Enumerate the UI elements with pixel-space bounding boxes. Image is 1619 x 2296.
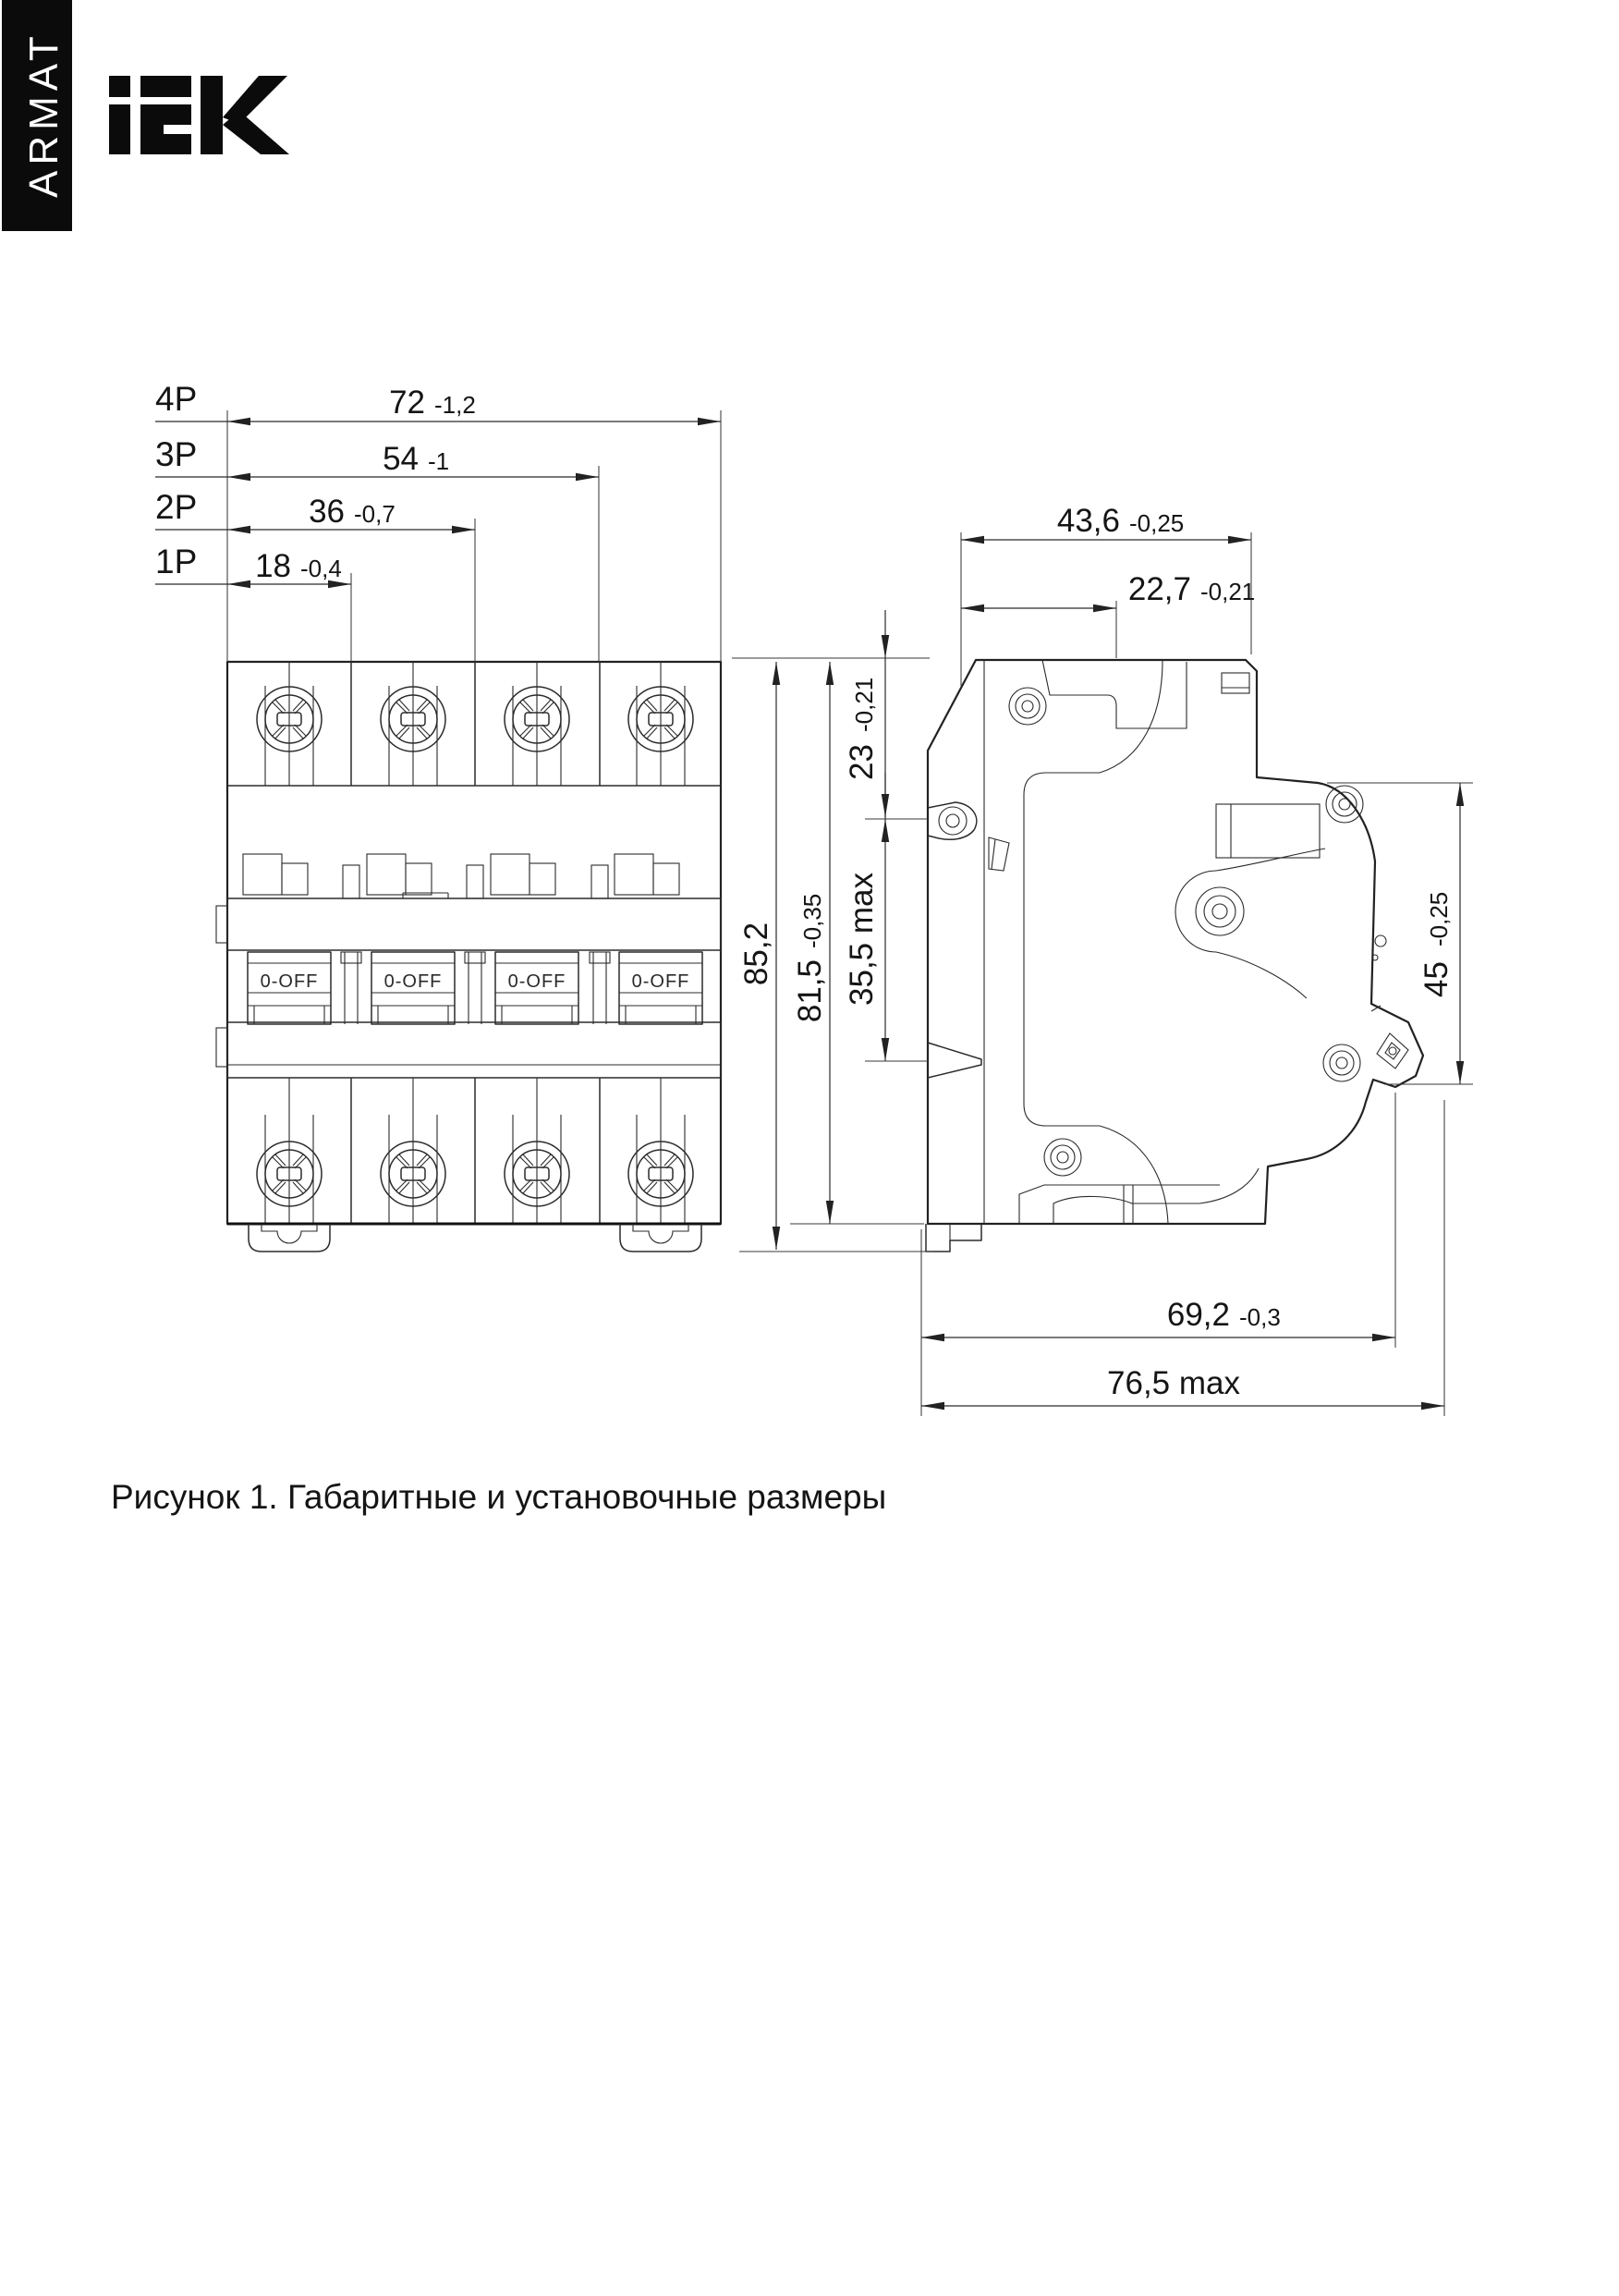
dim-housing-height-value: 81,5 bbox=[792, 959, 828, 1023]
dim-handle-recess-tol: -0,21 bbox=[1200, 578, 1256, 605]
dim-overall-depth bbox=[1107, 1365, 1240, 1401]
dim-width-3p-tol: -1 bbox=[428, 447, 450, 475]
front-dimensions bbox=[155, 380, 721, 662]
dim-width-3p-value: 54 bbox=[383, 441, 419, 477]
dim-width-4p-value: 72 bbox=[389, 385, 425, 421]
brand-header bbox=[2, 0, 289, 231]
dim-front-panel-tol: -0,25 bbox=[1425, 891, 1453, 946]
dim-handle-recess bbox=[1128, 571, 1255, 607]
dim-width-1p bbox=[255, 548, 342, 584]
dim-width-4p bbox=[389, 385, 476, 421]
dim-rail-zone bbox=[844, 873, 880, 1006]
dim-width-2p-value: 36 bbox=[309, 494, 345, 530]
dim-top-width bbox=[1057, 503, 1184, 539]
dim-top-width-value: 43,6 bbox=[1056, 503, 1120, 539]
dim-top-width-tol: -0,25 bbox=[1129, 509, 1185, 537]
figure-caption: Рисунок 1. Габаритные и установочные размеры bbox=[111, 1478, 887, 1516]
dim-top-to-rail bbox=[844, 678, 880, 780]
front-top-section bbox=[257, 662, 693, 786]
side-dimensions bbox=[732, 503, 1473, 1416]
iek-logo bbox=[109, 76, 289, 154]
dim-depth-tol: -0,3 bbox=[1239, 1303, 1281, 1331]
dim-top-to-rail-tol: -0,21 bbox=[850, 677, 878, 732]
dim-depth bbox=[1167, 1297, 1281, 1333]
dim-front-panel bbox=[1418, 892, 1455, 997]
toggle-label-3: 0-OFF bbox=[507, 971, 566, 992]
front-view-drawing bbox=[155, 380, 721, 1252]
side-toggle-lever bbox=[1371, 1006, 1408, 1069]
pole-label-2p: 2P bbox=[155, 488, 198, 526]
dim-handle-recess-value: 22,7 bbox=[1127, 571, 1191, 607]
dim-width-4p-tol: -1,2 bbox=[434, 391, 476, 419]
side-din-rail-details bbox=[926, 660, 1009, 1252]
front-bottom-section bbox=[227, 1078, 721, 1252]
dim-overall-height bbox=[738, 922, 774, 985]
pole-label-1p: 1P bbox=[155, 543, 198, 580]
dim-overall-height-value: 85,2 bbox=[738, 922, 774, 986]
pole-label-4p: 4P bbox=[155, 380, 198, 418]
dim-width-1p-value: 18 bbox=[255, 548, 291, 584]
rivet-icon bbox=[1009, 688, 1363, 1176]
front-toggles bbox=[248, 952, 702, 1024]
dim-overall-depth-value: 76,5 max bbox=[1107, 1365, 1240, 1401]
side-body-outline bbox=[928, 660, 1423, 1224]
dim-width-2p-tol: -0,7 bbox=[354, 500, 396, 528]
dim-rail-zone-value: 35,5 max bbox=[844, 873, 880, 1006]
side-internal-details bbox=[1009, 660, 1408, 1224]
toggle-label-1: 0-OFF bbox=[260, 971, 319, 992]
dim-top-to-rail-value: 23 bbox=[844, 744, 880, 780]
dim-width-1p-tol: -0,4 bbox=[300, 555, 342, 582]
front-rail-band bbox=[216, 893, 721, 950]
dim-width-3p bbox=[383, 441, 449, 477]
toggle-label-2: 0-OFF bbox=[383, 971, 443, 992]
toggle-label-4: 0-OFF bbox=[631, 971, 690, 992]
armat-label: ARMAT bbox=[21, 31, 67, 198]
dim-housing-height-tol: -0,35 bbox=[798, 893, 826, 948]
front-lower-band bbox=[216, 1022, 721, 1078]
dim-housing-height bbox=[792, 894, 828, 1022]
front-body-outline bbox=[227, 662, 721, 1224]
dim-width-2p bbox=[309, 494, 396, 530]
pole-label-3p: 3P bbox=[155, 435, 198, 473]
dim-depth-value: 69,2 bbox=[1166, 1297, 1230, 1333]
side-view-drawing bbox=[732, 503, 1473, 1416]
front-terminal-tabs bbox=[243, 854, 679, 898]
dim-front-panel-value: 45 bbox=[1418, 961, 1455, 997]
